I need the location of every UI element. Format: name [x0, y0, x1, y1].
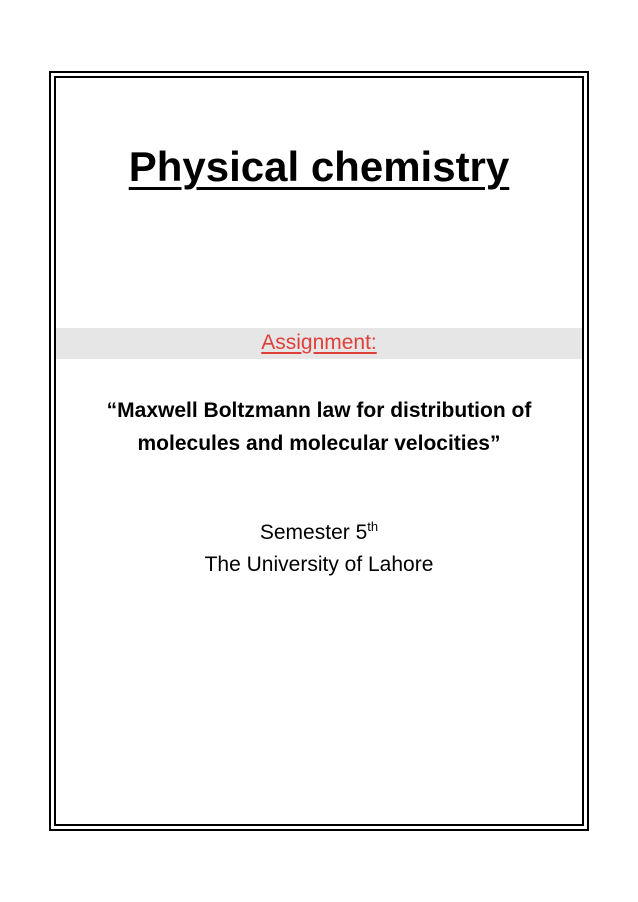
- assignment-topic: “Maxwell Boltzmann law for distribution of molecules and molecular velocities”: [106, 399, 532, 455]
- page-title: Physical chemistry: [128, 143, 510, 190]
- semester-ordinal-suffix: th: [367, 519, 379, 534]
- assignment-label: Assignment:: [261, 331, 377, 354]
- semester-line: [0, 517, 638, 549]
- semester-text: Semester 5: [259, 521, 368, 544]
- university-name: The University of Lahore: [204, 553, 434, 576]
